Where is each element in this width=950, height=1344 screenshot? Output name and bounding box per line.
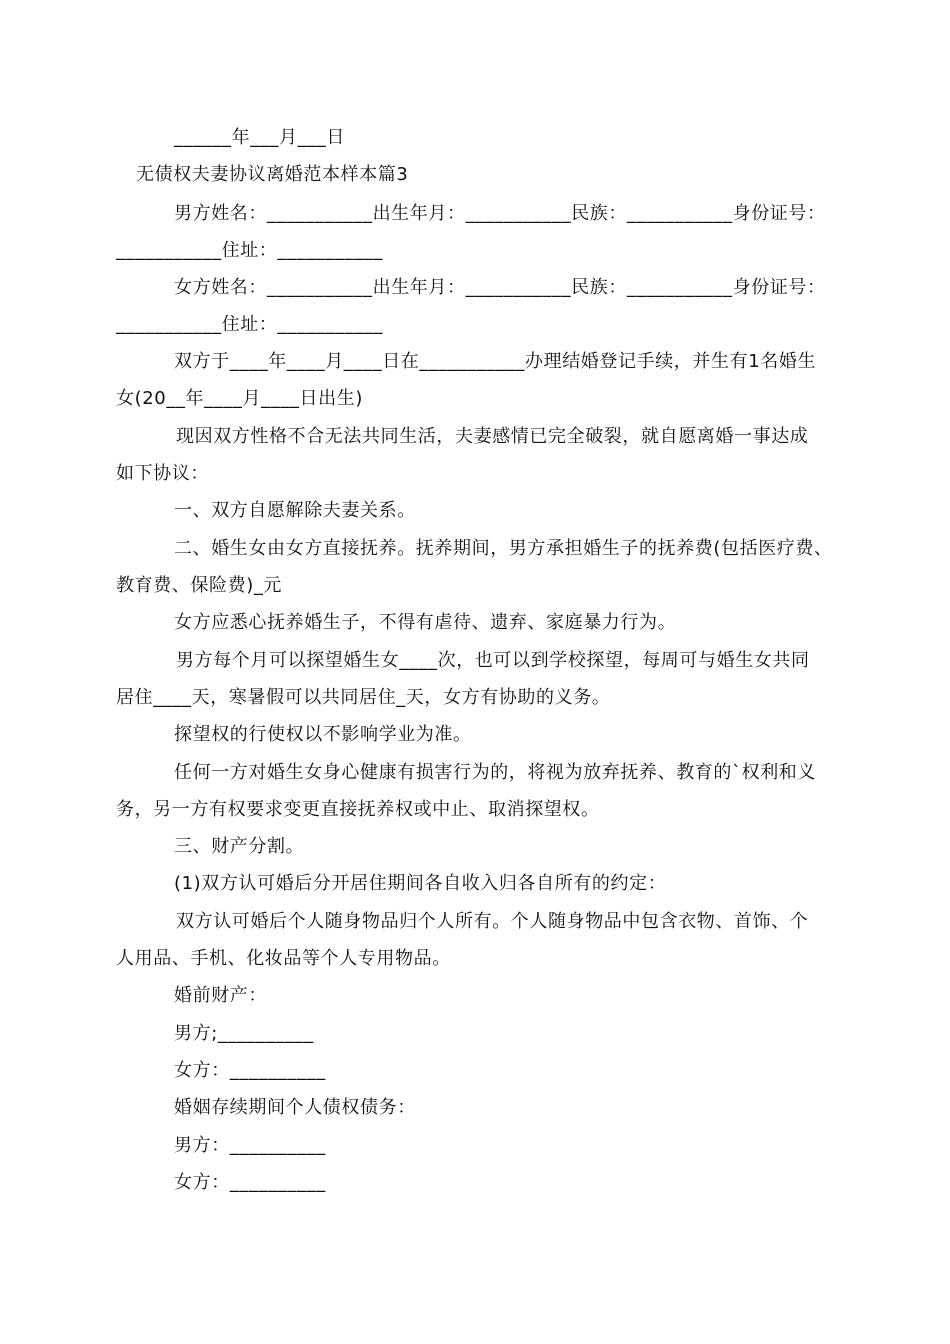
male-info-line-cont: ___________住址：___________	[116, 240, 383, 261]
premarital-female-field: 女方：__________	[174, 1060, 326, 1081]
personal-items-line: 双方认可婚后个人随身物品归个人所有。个人随身物品中包含衣物、首饰、个	[176, 911, 809, 932]
harm-clause-line: 任何一方对婚生女身心健康有损害行为的，将视为放弃抚养、教育的`权利和义	[174, 762, 816, 783]
visitation-rule-line: 探望权的行使权以不影响学业为准。	[174, 724, 472, 745]
section-title: 无债权夫妻协议离婚范本样本篇3	[136, 164, 409, 185]
visitation-line: 男方每个月可以探望婚生女____次，也可以到学校探望，每周可与婚生女共同	[176, 650, 810, 671]
debts-heading: 婚姻存续期间个人债权债务：	[174, 1097, 416, 1118]
marriage-registration-line-cont: 女(20__年____月____日出生)	[116, 388, 363, 409]
premarital-property-heading: 婚前财产：	[174, 985, 267, 1006]
clause-2: 二、婚生女由女方直接抚养。抚养期间，男方承担婚生子的抚养费(包括医疗费、	[174, 538, 833, 559]
clause-2-cont: 教育费、保险费)_元	[116, 575, 283, 596]
female-info-line: 女方姓名：___________出生年月：___________民族：___________身份证号：	[174, 277, 826, 298]
clause-1: 一、双方自愿解除夫妻关系。	[174, 500, 416, 521]
clause-3: 三、财产分割。	[174, 836, 305, 857]
debts-male-field: 男方：__________	[174, 1135, 326, 1156]
visitation-line-cont: 居住____天，寒暑假可以共同居住_天，女方有协助的义务。	[116, 687, 611, 708]
debts-female-field: 女方：__________	[174, 1172, 326, 1193]
marriage-registration-line: 双方于____年____月____日在___________办理结婚登记手续，并生有1名婚生	[174, 351, 817, 372]
male-info-line: 男方姓名：___________出生年月：___________民族：___________身份证号：	[174, 203, 826, 224]
income-agreement-line: (1)双方认可婚后分开居住期间各自收入归各自所有的约定：	[174, 873, 667, 894]
harm-clause-line-cont: 务，另一方有权要求变更直接抚养权或中止、取消探望权。	[116, 799, 600, 820]
personal-items-line-cont: 人用品、手机、化妆品等个人专用物品。	[116, 948, 451, 969]
date-line: ______年___月___日	[174, 127, 345, 148]
divorce-reason-line-cont: 如下协议：	[116, 463, 209, 484]
custody-duty-line: 女方应悉心抚养婚生子，不得有虐待、遗弃、家庭暴力行为。	[174, 612, 677, 633]
female-info-line-cont: ___________住址：___________	[116, 314, 383, 335]
premarital-male-field: 男方;__________	[174, 1023, 314, 1044]
divorce-reason-line: 现因双方性格不合无法共同生活，夫妻感情已完全破裂，就自愿离婚一事达成	[176, 426, 809, 447]
